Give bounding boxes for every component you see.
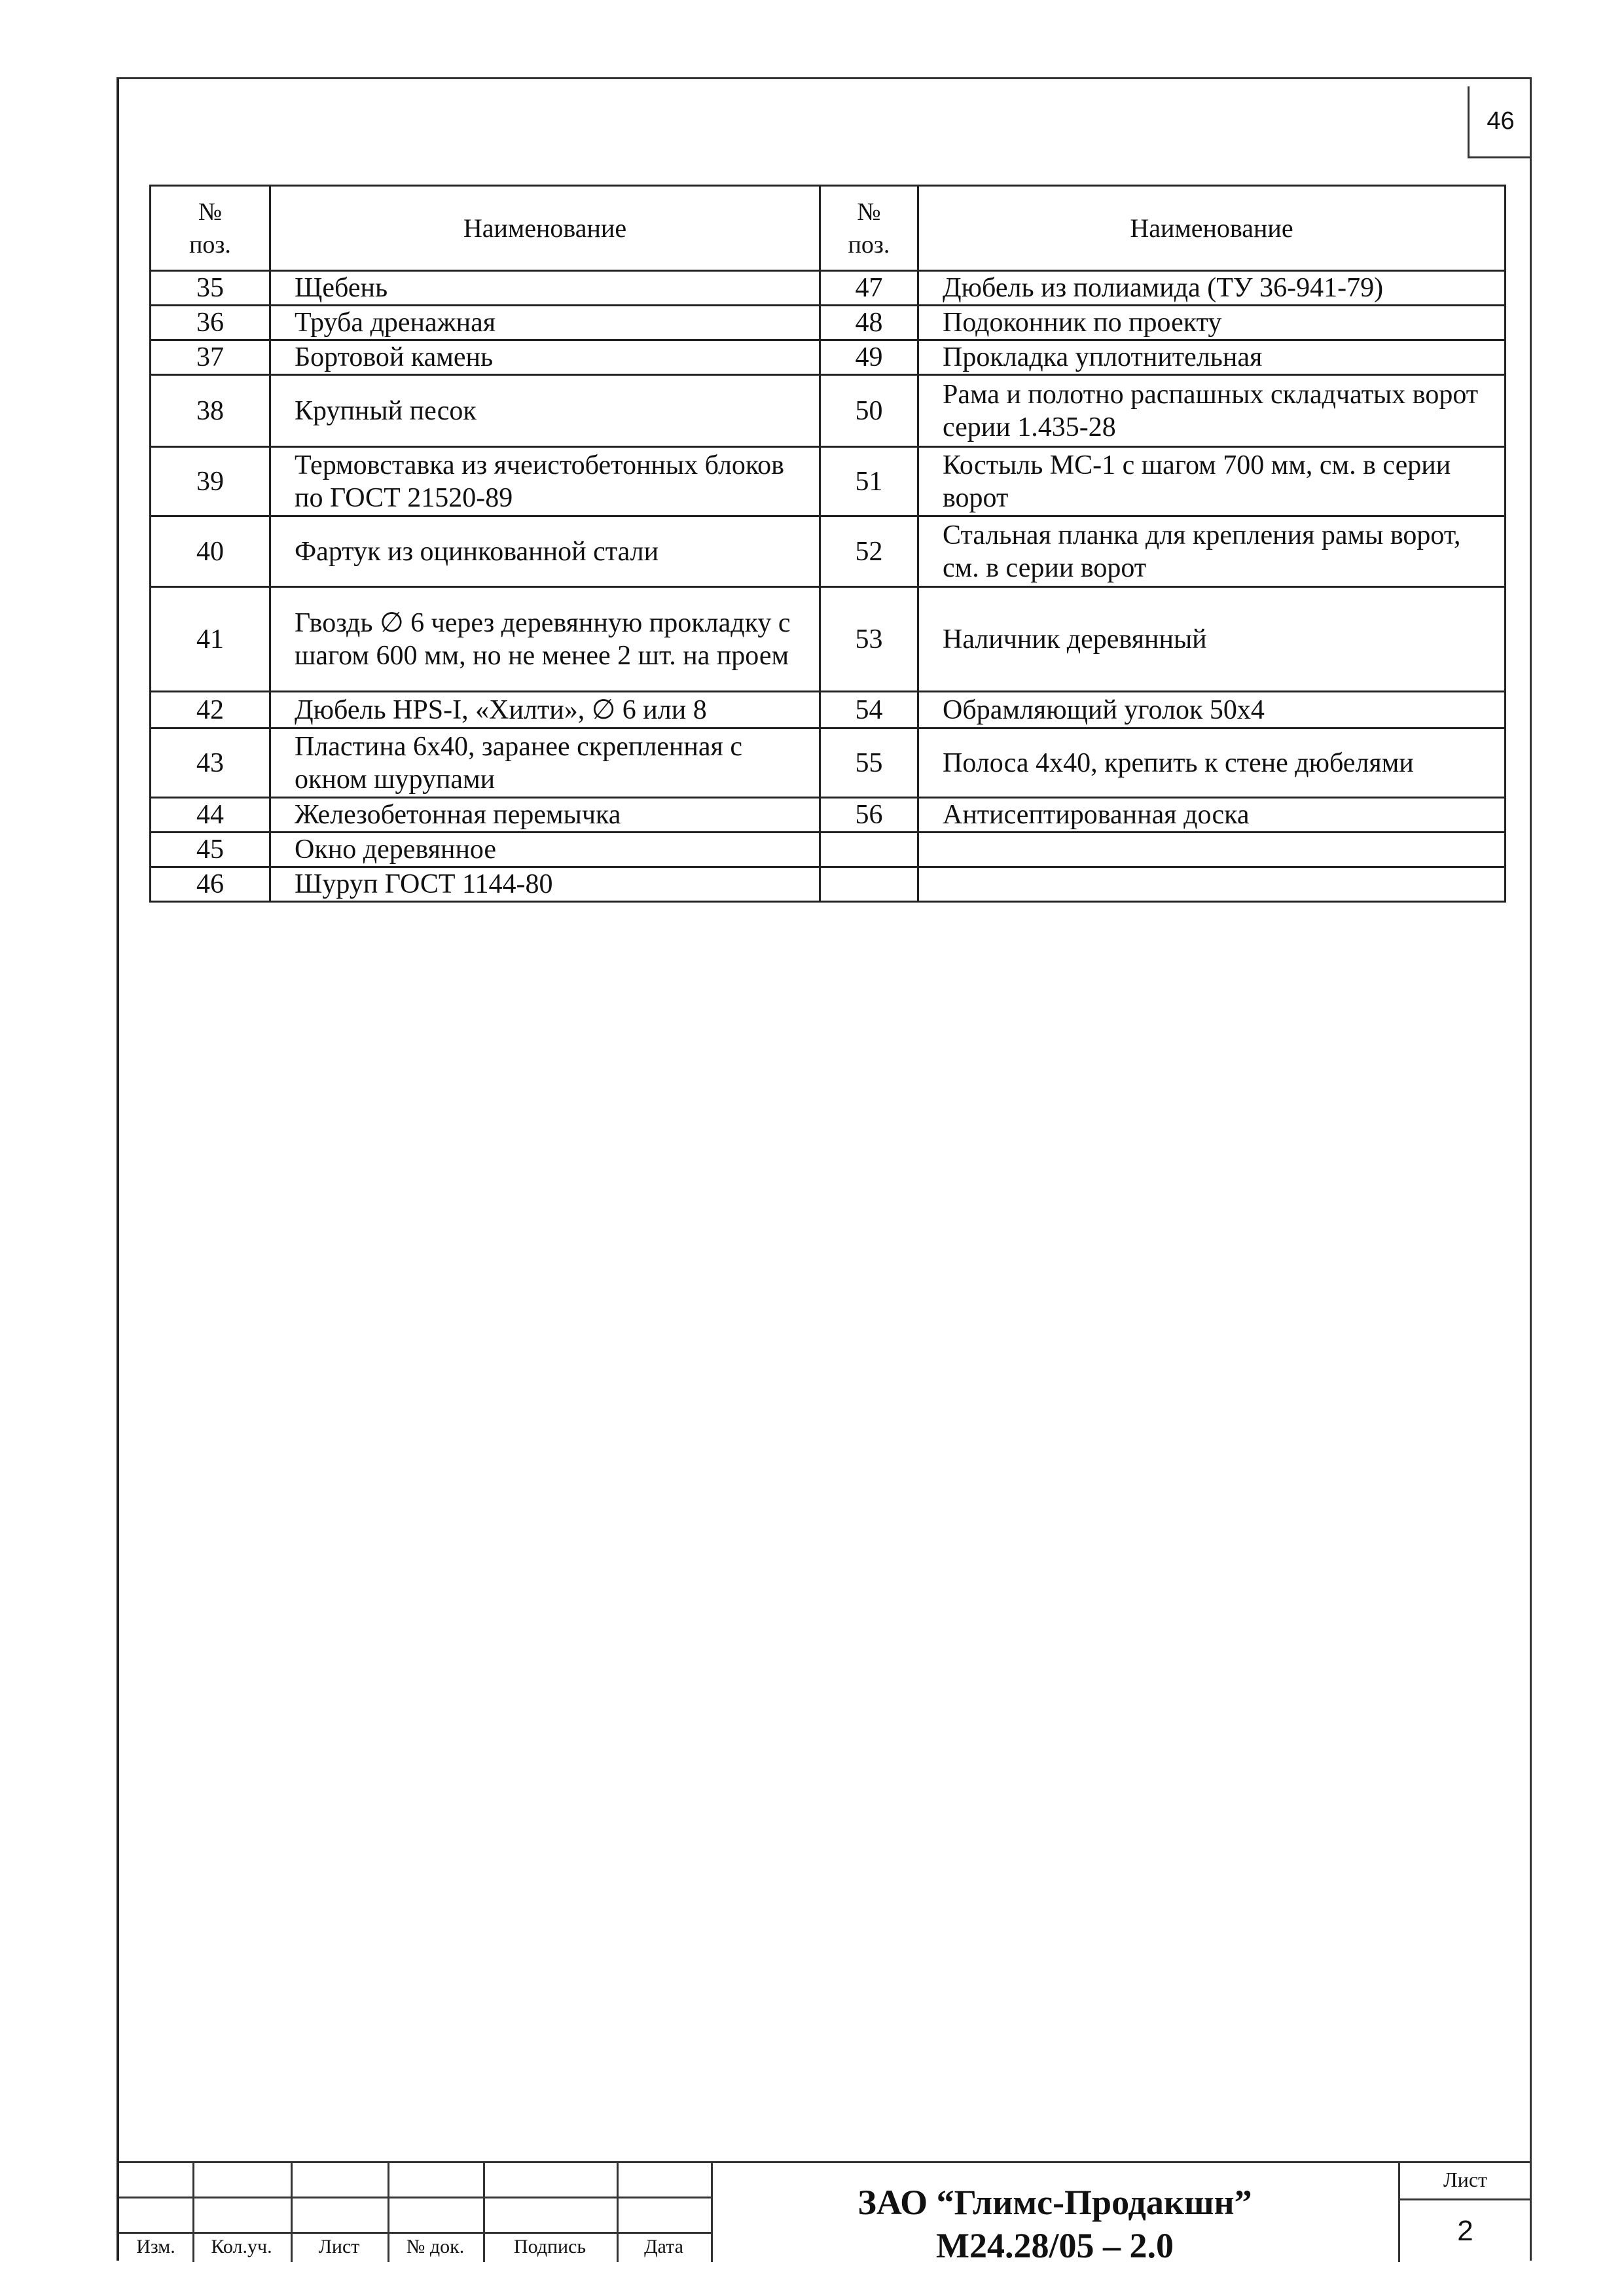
table-row: [151, 587, 1506, 692]
pos-cell: 51: [820, 447, 918, 516]
name-cell: Антисептированная доска: [918, 798, 1506, 833]
caption-doc-number: № док.: [406, 2236, 465, 2257]
specification-table: [149, 185, 1506, 903]
title-block-line: [119, 2197, 711, 2198]
pos-cell: 48: [820, 306, 918, 340]
table-row: [151, 692, 1506, 728]
name-cell: Подоконник по проекту: [918, 306, 1506, 340]
pos-cell: 47: [820, 271, 918, 306]
table-row: [151, 306, 1506, 340]
pos-cell: 56: [820, 798, 918, 833]
pos-cell: 42: [151, 692, 270, 728]
name-cell: Дюбель HPS-I, «Хилти», ∅ 6 или 8: [270, 692, 820, 728]
document-code: М24.28/05 – 2.0: [936, 2226, 1174, 2265]
name-cell: Пластина 6х40, заранее скрепленная с окном шурупами: [270, 728, 820, 798]
table-row: [151, 447, 1506, 516]
pos-cell: 49: [820, 340, 918, 375]
caption-izm: Изм.: [136, 2236, 175, 2257]
pos-cell: 46: [151, 867, 270, 902]
pos-cell: [820, 867, 918, 902]
table-row: [151, 798, 1506, 833]
pos-cell: 35: [151, 271, 270, 306]
name-cell: Рама и полотно распашных складчатых ворот серии 1.435-28: [918, 375, 1506, 447]
pos-cell: 55: [820, 728, 918, 798]
pos-cell: 41: [151, 587, 270, 692]
table-row: [151, 271, 1506, 306]
pos-cell: 53: [820, 587, 918, 692]
title-block-top-line: [119, 2161, 1532, 2163]
pos-cell: 54: [820, 692, 918, 728]
name-cell: Шуруп ГОСТ 1144-80: [270, 867, 820, 902]
page-number: 46: [1487, 107, 1515, 135]
pos-cell: 44: [151, 798, 270, 833]
page-number-box: [1468, 86, 1532, 158]
name-cell: Железобетонная перемычка: [270, 798, 820, 833]
pos-cell: [820, 833, 918, 867]
pos-cell: 45: [151, 833, 270, 867]
table-row: [151, 728, 1506, 798]
pos-cell: 36: [151, 306, 270, 340]
name-cell: Гвоздь ∅ 6 через деревянную прокладку с шагом 600 мм, но не менее 2 шт. на проем: [270, 587, 820, 692]
pos-cell: 37: [151, 340, 270, 375]
name-cell: Костыль МС-1 с шагом 700 мм, см. в серии ворот: [918, 447, 1506, 516]
pos-cell: 43: [151, 728, 270, 798]
name-cell: Дюбель из полиамида (ТУ 36-941-79): [918, 271, 1506, 306]
pos-cell: 39: [151, 447, 270, 516]
header-name-right: Наименование: [918, 186, 1506, 271]
name-cell: Щебень: [270, 271, 820, 306]
name-cell: Термовставка из ячеистобетонных блоков по ГОСТ 21520-89: [270, 447, 820, 516]
name-cell: Обрамляющий уголок 50х4: [918, 692, 1506, 728]
header-pos-left: № поз.: [151, 186, 270, 271]
caption-list: Лист: [318, 2236, 360, 2257]
name-cell: Бортовой камень: [270, 340, 820, 375]
table-row: [151, 340, 1506, 375]
header-pos-right: № поз.: [820, 186, 918, 271]
name-cell: [918, 833, 1506, 867]
table-row: [151, 516, 1506, 587]
name-cell: Окно деревянное: [270, 833, 820, 867]
table-row: [151, 867, 1506, 902]
name-cell: Наличник деревянный: [918, 587, 1506, 692]
pos-cell: 40: [151, 516, 270, 587]
table-row: [151, 833, 1506, 867]
company-name: ЗАО “Глимс-Продакшн”: [857, 2183, 1252, 2222]
caption-signature: Подпись: [513, 2236, 586, 2257]
caption-kol-uch: Кол.уч.: [211, 2236, 272, 2257]
name-cell: Прокладка уплотнительная: [918, 340, 1506, 375]
caption-date: Дата: [644, 2236, 683, 2257]
name-cell: Стальная планка для крепления рамы ворот, см. в серии ворот: [918, 516, 1506, 587]
table-row: [151, 375, 1506, 447]
pos-cell: 50: [820, 375, 918, 447]
name-cell: Полоса 4х40, крепить к стене дюбелями: [918, 728, 1506, 798]
pos-cell: 38: [151, 375, 270, 447]
company-block: [712, 2181, 1398, 2267]
pos-cell: 52: [820, 516, 918, 587]
header-name-left: Наименование: [270, 186, 820, 271]
table-header-row: [151, 186, 1506, 271]
sheet-value: 2: [1457, 2215, 1473, 2247]
name-cell: [918, 867, 1506, 902]
name-cell: Фартук из оцинкованной стали: [270, 516, 820, 587]
sheet-label: Лист: [1399, 2161, 1532, 2200]
name-cell: Труба дренажная: [270, 306, 820, 340]
name-cell: Крупный песок: [270, 375, 820, 447]
title-block: [119, 2161, 1532, 2265]
